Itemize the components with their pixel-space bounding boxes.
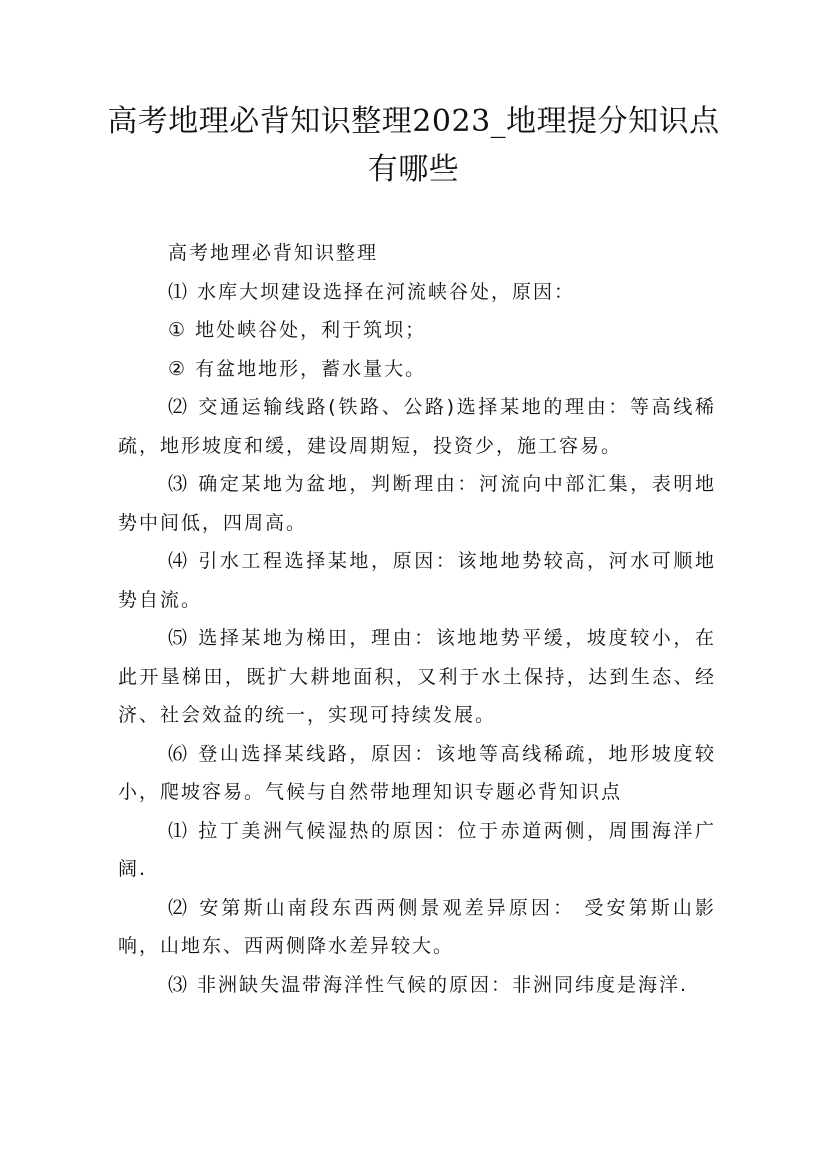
paragraph-section-heading: 高考地理必背知识整理 — [168, 242, 379, 264]
document-title: 高考地理必背知识整理2023_地理提分知识点有哪些 — [107, 104, 720, 187]
paragraph-subitem-2: ② 有盆地地形，蓄水量大。 — [168, 357, 427, 380]
paragraph-item-5: ⑸ 选择某地为梯田，理由：该地地势平缓，坡度较小，在此开垦梯田，既扩大耕地面积，又利于水土保持，达到生态、经济、社会效益的统一，实现可持续发展。 — [118, 627, 716, 726]
document-body — [118, 234, 716, 1004]
paragraph-item-1: ⑴ 水库大坝建设选择在河流峡谷处，原因： — [168, 280, 576, 303]
paragraph-item-6: ⑹ 登山选择某线路，原因：该地等高线稀疏，地形坡度较小，爬坡容易。气候与自然带地理知识专题必背知识点 — [118, 742, 716, 803]
paragraph-item-3: ⑶ 确定某地为盆地，判断理由：河流向中部汇集，表明地势中间低，四周高。 — [118, 473, 716, 534]
paragraph-item-4: ⑷ 引水工程选择某地，原因：该地地势较高，河水可顺地势自流。 — [118, 550, 716, 611]
paragraph-climate-item-1: ⑴ 拉丁美洲气候湿热的原因：位于赤道两侧，周围海洋广阔. — [118, 819, 716, 880]
paragraph-item-2: ⑵ 交通运输线路(铁路、公路)选择某地的理由：等高线稀疏，地形坡度和缓，建设周期短，投资少，施工容易。 — [118, 396, 716, 457]
paragraph-subitem-1: ① 地处峡谷处，利于筑坝； — [168, 319, 427, 341]
paragraph-climate-item-3: ⑶ 非洲缺失温带海洋性气候的原因：非洲同纬度是海洋. — [168, 973, 689, 996]
paragraph-climate-item-2: ⑵ 安第斯山南段东西两侧景观差异原因： 受安第斯山影响，山地东、西两侧降水差异较大。 — [118, 896, 716, 957]
